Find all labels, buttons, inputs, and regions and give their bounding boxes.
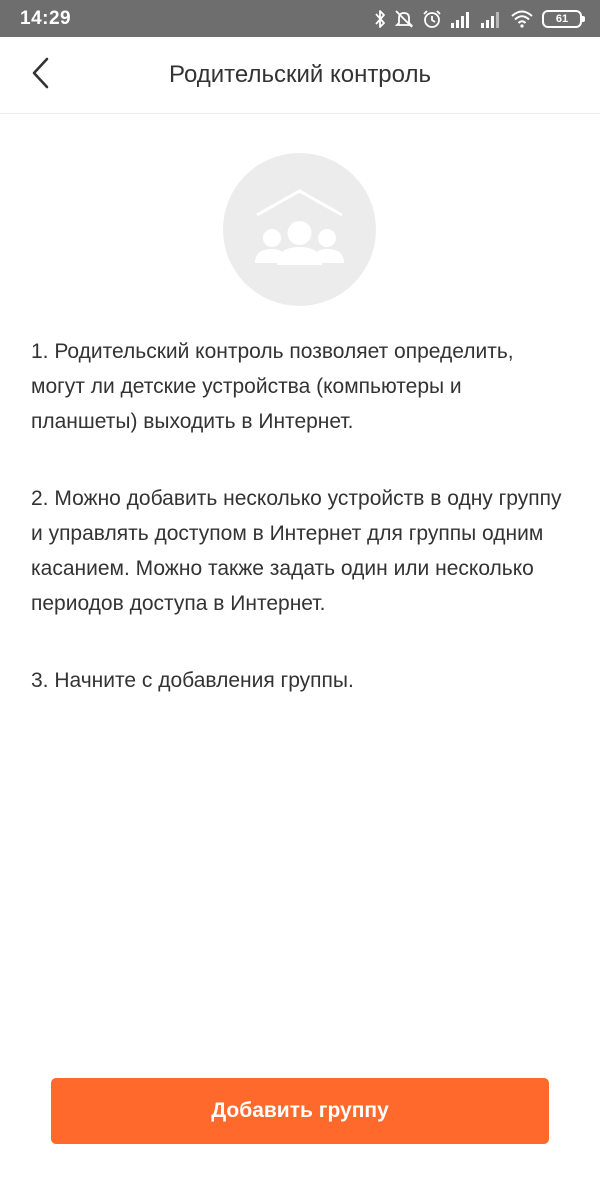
description-paragraph-3: 3. Начните с добавления группы. (31, 669, 354, 692)
signal-icon (450, 10, 472, 28)
bluetooth-icon (374, 9, 386, 29)
mute-icon (394, 9, 414, 29)
status-icons (374, 6, 582, 32)
family-group-icon (223, 153, 376, 306)
status-bar (0, 0, 600, 37)
battery-level: 61 (555, 12, 569, 25)
app-header (0, 37, 600, 114)
signal-icon (480, 10, 502, 28)
description-paragraph-1: 1. Родительский контроль позволяет определить, могут ли детские устройства (компьютеры и планшеты) выходить в Интернет. (31, 340, 514, 433)
battery-icon (542, 10, 582, 28)
wifi-icon (510, 10, 534, 28)
add-group-button[interactable]: Добавить группу (51, 1078, 549, 1144)
alarm-icon (422, 9, 442, 29)
status-time: 14:29 (20, 8, 72, 29)
description-paragraph-2: 2. Можно добавить несколько устройств в одну группу и управлять доступом в Интернет для группы одним касанием. Можно также задать один или несколько периодов доступа в Интернет. (31, 487, 562, 615)
description (31, 334, 571, 740)
page-title: Родительский контроль (169, 61, 431, 88)
